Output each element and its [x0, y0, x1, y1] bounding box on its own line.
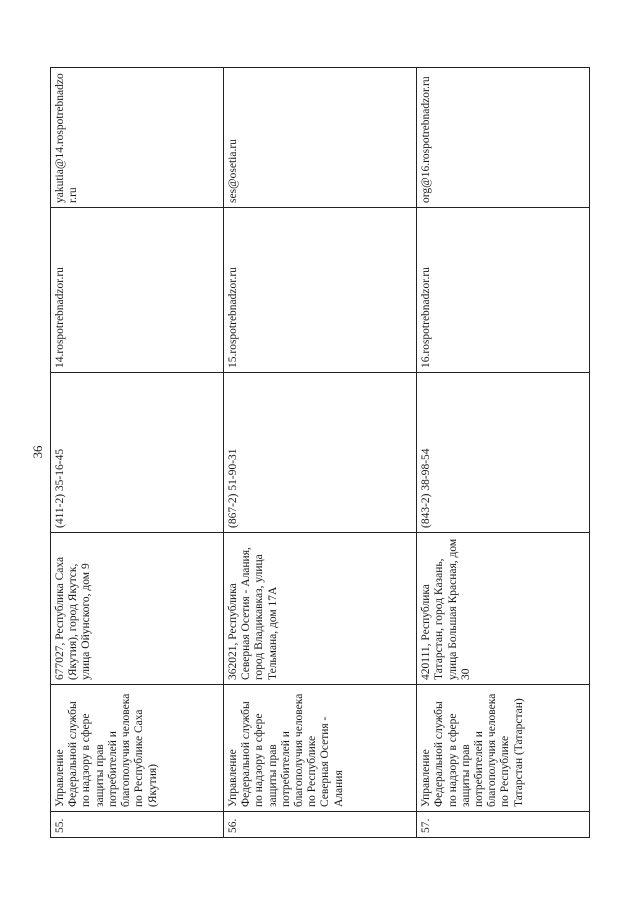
phone-number: (411-2) 35-16-45 — [51, 373, 224, 533]
postal-address: 362021, Республика Северная Осетия - Алания, город Владикавказ, улица Тельмана, дом 17А — [223, 533, 416, 685]
website: 15.rospotrebnadzor.ru — [223, 208, 416, 373]
organization-name: Управление Федеральной службы по надзору в сфере защиты прав потребителей и благополучия человека по Республике Северная Осетия - Алания — [223, 685, 416, 812]
website: 16.rospotrebnadzor.ru — [417, 208, 590, 373]
postal-address: 677027, Республика Саха (Якутия), город Якутск, улица Ойунского, дом 9 — [51, 533, 224, 685]
row-number: 56. — [223, 812, 416, 838]
email-address: org@16.rospotrebnadzor.ru — [417, 68, 590, 208]
phone-number: (867-2) 51-90-31 — [223, 373, 416, 533]
registry-table — [50, 67, 590, 838]
postal-address: 420111, Республика Татарстан, город Казань, улица Большая Красная, дом 30 — [417, 533, 590, 685]
phone-number: (843-2) 38-98-54 — [417, 373, 590, 533]
rotated-table-container — [50, 68, 590, 838]
organization-name: Управление Федеральной службы по надзору в сфере защиты прав потребителей и благополучия человека по Республике Саха (Якутия) — [51, 685, 224, 812]
table-row — [417, 68, 590, 838]
website: 14.rospotrebnadzor.ru — [51, 208, 224, 373]
organization-name: Управление Федеральной службы по надзору в сфере защиты прав потребителей и благополучия человека по Республике Татарстан (Татарстан) — [417, 685, 590, 812]
row-number: 57. — [417, 812, 590, 838]
row-number: 55. — [51, 812, 224, 838]
page-number: 36 — [30, 445, 45, 459]
table-row — [223, 68, 416, 838]
table-row — [51, 68, 224, 838]
email-address: yakutia@14.rospotrebnadzor.ru — [51, 68, 224, 208]
email-address: ses@osetia.ru — [223, 68, 416, 208]
